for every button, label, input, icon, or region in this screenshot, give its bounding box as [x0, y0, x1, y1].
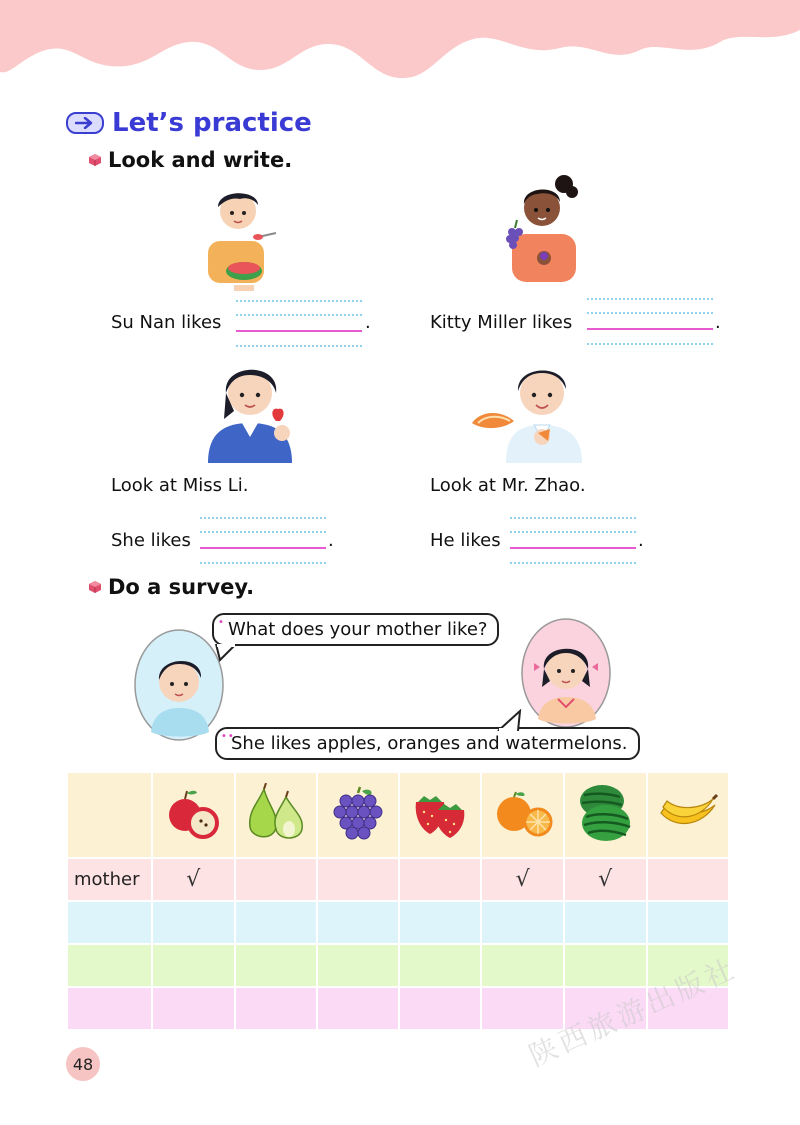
check-cell[interactable] — [235, 944, 318, 987]
survey-heading — [88, 575, 254, 599]
su-nan-sentence: Su Nan likes — [111, 312, 222, 333]
header-cell-apple — [152, 772, 235, 858]
sentence-period-2: . — [715, 312, 721, 333]
check-cell[interactable] — [399, 901, 481, 944]
row-label[interactable] — [67, 901, 152, 944]
question-bubble-tail — [214, 644, 240, 662]
header-cell-strawberry — [399, 772, 481, 858]
check-cell[interactable] — [235, 987, 318, 1030]
publisher-watermark: 陕西旅游出版社 — [524, 951, 743, 1073]
check-cell[interactable] — [317, 944, 399, 987]
table-row — [67, 944, 729, 987]
header-cell-orange — [481, 772, 563, 858]
speaker-dots-icon: •• — [221, 731, 235, 742]
check-cell[interactable] — [152, 987, 235, 1030]
check-cell[interactable] — [235, 858, 318, 901]
answer-blank-2[interactable] — [587, 298, 713, 344]
check-cell[interactable] — [399, 987, 481, 1030]
check-cell[interactable] — [399, 858, 481, 901]
question-bubble — [212, 613, 499, 646]
check-cell[interactable] — [152, 944, 235, 987]
kitty-miller-sentence: Kitty Miller likes — [430, 312, 573, 333]
table-row — [67, 858, 729, 901]
check-cell[interactable]: √ — [152, 858, 235, 901]
check-cell[interactable] — [399, 944, 481, 987]
orange-icon — [492, 788, 554, 838]
check-cell[interactable] — [317, 987, 399, 1030]
row-label: mother — [67, 858, 152, 901]
page-number — [66, 1047, 100, 1081]
check-cell[interactable] — [564, 901, 647, 944]
answer-bubble — [215, 727, 640, 760]
header-cell-watermelon — [564, 772, 647, 858]
section-title-text: Let’s practice — [112, 108, 312, 138]
check-cell[interactable]: √ — [481, 858, 563, 901]
check-cell[interactable] — [564, 944, 647, 987]
girl-avatar — [520, 617, 612, 729]
header-cell-pear — [235, 772, 318, 858]
strawberry-icon — [410, 786, 470, 840]
header-cell-grapes — [317, 772, 399, 858]
apple-icon — [161, 785, 225, 841]
banana-icon — [657, 793, 719, 833]
survey-heading-text: Do a survey. — [108, 575, 255, 599]
check-cell[interactable] — [647, 901, 729, 944]
header-blank-cell — [67, 772, 152, 858]
cube-icon — [88, 580, 102, 594]
arrow-icon — [66, 112, 104, 134]
sentence-period-4: . — [638, 530, 644, 551]
row-label[interactable] — [67, 987, 152, 1030]
look-at-mr-zhao: Look at Mr. Zhao. — [430, 475, 586, 496]
check-cell[interactable] — [152, 901, 235, 944]
pear-icon — [244, 783, 308, 843]
look-at-miss-li: Look at Miss Li. — [111, 475, 249, 496]
answer-blank-3[interactable] — [200, 517, 326, 563]
answer-bubble-tail — [496, 709, 526, 731]
check-cell[interactable] — [647, 858, 729, 901]
boy-eating-watermelon-illustration — [196, 185, 286, 291]
top-wave-decoration — [0, 0, 800, 95]
he-likes-sentence: He likes — [430, 530, 501, 551]
answer-text: She likes apples, oranges and watermelons. — [231, 733, 628, 754]
sentence-period-3: . — [328, 530, 334, 551]
check-cell[interactable] — [317, 858, 399, 901]
sentence-period-1: . — [365, 312, 371, 333]
boy-avatar — [133, 628, 225, 742]
grapes-icon — [330, 785, 386, 841]
look-and-write-heading — [88, 148, 292, 172]
man-with-orange-illustration — [470, 357, 596, 463]
table-row — [67, 901, 729, 944]
speaker-dot-icon: • — [218, 617, 225, 628]
answer-blank-1[interactable] — [236, 300, 362, 346]
check-cell[interactable]: √ — [564, 858, 647, 901]
header-cell-banana — [647, 772, 729, 858]
check-cell[interactable] — [481, 944, 563, 987]
check-cell[interactable] — [235, 901, 318, 944]
watermelon-icon — [572, 781, 638, 845]
cube-icon — [88, 153, 102, 167]
check-cell[interactable] — [481, 901, 563, 944]
girl-with-grapes-illustration — [500, 172, 586, 286]
look-and-write-heading-text: Look and write. — [108, 148, 293, 172]
answer-blank-4[interactable] — [510, 517, 636, 563]
section-title — [66, 108, 312, 138]
table-header-row — [67, 772, 729, 858]
page-number-text: 48 — [72, 1054, 94, 1074]
woman-with-strawberry-illustration — [200, 357, 300, 463]
check-cell[interactable] — [317, 901, 399, 944]
row-label[interactable] — [67, 944, 152, 987]
she-likes-sentence: She likes — [111, 530, 191, 551]
question-text: What does your mother like? — [228, 619, 488, 640]
